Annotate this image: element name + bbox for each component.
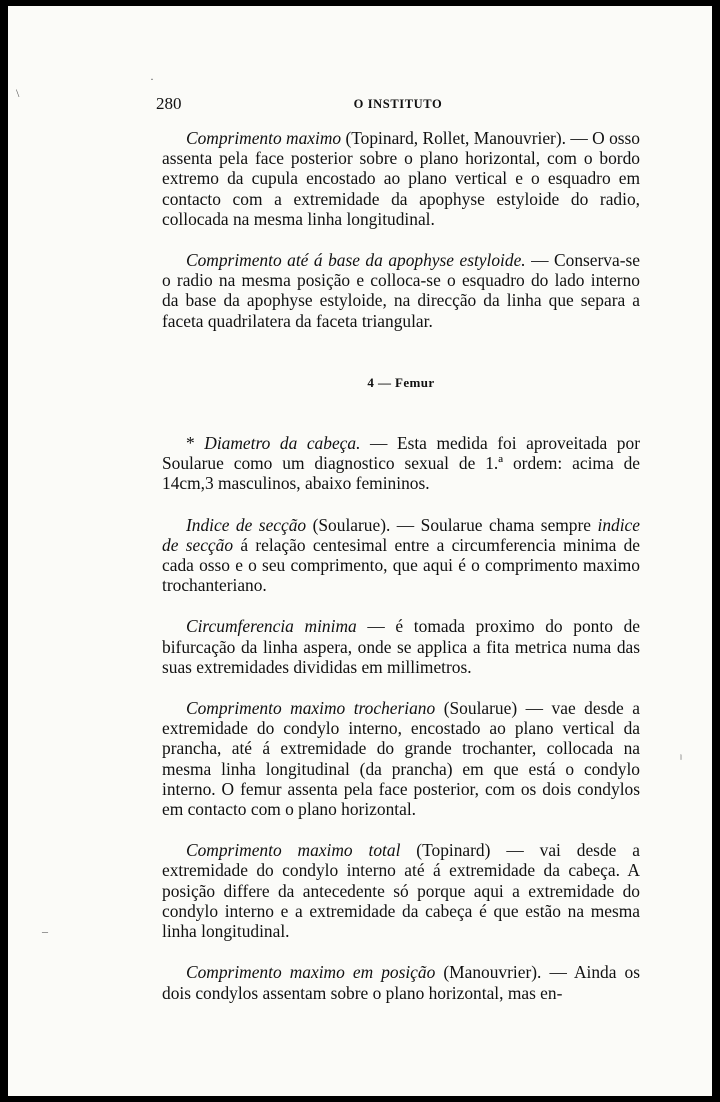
paragraph-text: (Soularue) — vae desde a extremidade do condylo interno, encostado ao plano vertical da prancha, até á extremidade do grande trochanter, collocada na mesma linha longitudinal (da prancha) em que está o condylo interno. O femur assenta pela face posterior, com os dois condylos em contacto com o plano horizontal. (162, 698, 640, 820)
paragraph-comprimento-maximo (162, 128, 640, 229)
paragraph-term: Comprimento maximo total (186, 840, 401, 861)
paragraph-indice-seccao (162, 515, 640, 596)
paragraph-text: (Topinard) — vai desde a extremidade do condylo interno até á extremidade da cabeça. A posição differe da antecedente só porque aqui a extremidade do condylo interno e a extremidade da cabeça é que estão na mesma linha longitudinal. (162, 840, 640, 942)
paragraph-comprimento-trocheriano (162, 698, 640, 819)
scan-speck: – (42, 924, 48, 938)
paragraph-text: — Conserva-se o radio na mesma posição e colloca-se o esquadro do lado interno da base da apophyse estyloide, na direcção da linha que separa a faceta quadrilatera da faceta triangular. (162, 250, 640, 331)
asterisk-marker: * (186, 433, 205, 454)
paragraph-term: Diametro da cabeça. (204, 433, 361, 454)
paragraph-comprimento-total (162, 840, 640, 941)
paragraph-circumferencia-minima (162, 616, 640, 677)
paragraph-comprimento-posicao (162, 962, 640, 1002)
paragraph-text: — é tomada proximo do ponto de bifurcação da linha aspera, onde se applica a fita metrica numa das suas extremidades divididas em millimetros. (162, 616, 640, 677)
paragraph-term: Indice de secção (186, 514, 307, 535)
body-text (162, 128, 640, 1003)
paragraph-text: — Esta medida foi aproveitada por Soularue como um diagnostico sexual de 1.ª ordem: acima de 14cm,3 masculinos, abaixo femininos. (162, 433, 640, 494)
section-heading-femur: 4 — Femur (367, 374, 435, 390)
page-number: 280 (156, 94, 182, 113)
paragraph-text: (Manouvrier). — Ainda os dois condylos assentam sobre o plano horizontal, mas en- (162, 962, 640, 1003)
paragraph-term: Comprimento maximo (186, 128, 342, 148)
page-header (156, 94, 640, 116)
paragraph-comprimento-base-apophyse (162, 250, 640, 331)
paragraph-diametro-cabeca (162, 433, 640, 494)
paragraph-text-continued: á relação centesimal entre a circumferencia minima de cada osso e o seu comprimento, que aqui é o comprimento maximo trochanteriano. (162, 534, 640, 596)
paragraph-term-inline: indice de secção (162, 514, 640, 555)
paragraph-term: Comprimento maximo em posição (186, 962, 436, 983)
paragraph-text: (Soularue). — Soularue chama sempre (306, 514, 598, 535)
scan-speck: · (150, 72, 154, 86)
paragraph-term: Comprimento até á base da apophyse estyloide. (186, 250, 526, 271)
running-title: O INSTITUTO (353, 97, 443, 111)
paragraph-text: (Topinard, Rollet, Manouvrier). — O osso assenta pela face posterior sobre o plano horizontal, com o bordo extremo da cupula encostado ao plano vertical e o esquadro em contacto com a extremidade da apophyse estyloide do radio, collocada na mesma linha longitudinal. (162, 128, 640, 229)
paragraph-term: Comprimento maximo trocheriano (186, 698, 436, 719)
scan-speck: \ (16, 86, 20, 100)
scan-speck: ˡ (680, 752, 682, 766)
paragraph-term: Circumferencia minima (186, 616, 357, 637)
document-page (8, 6, 712, 1096)
